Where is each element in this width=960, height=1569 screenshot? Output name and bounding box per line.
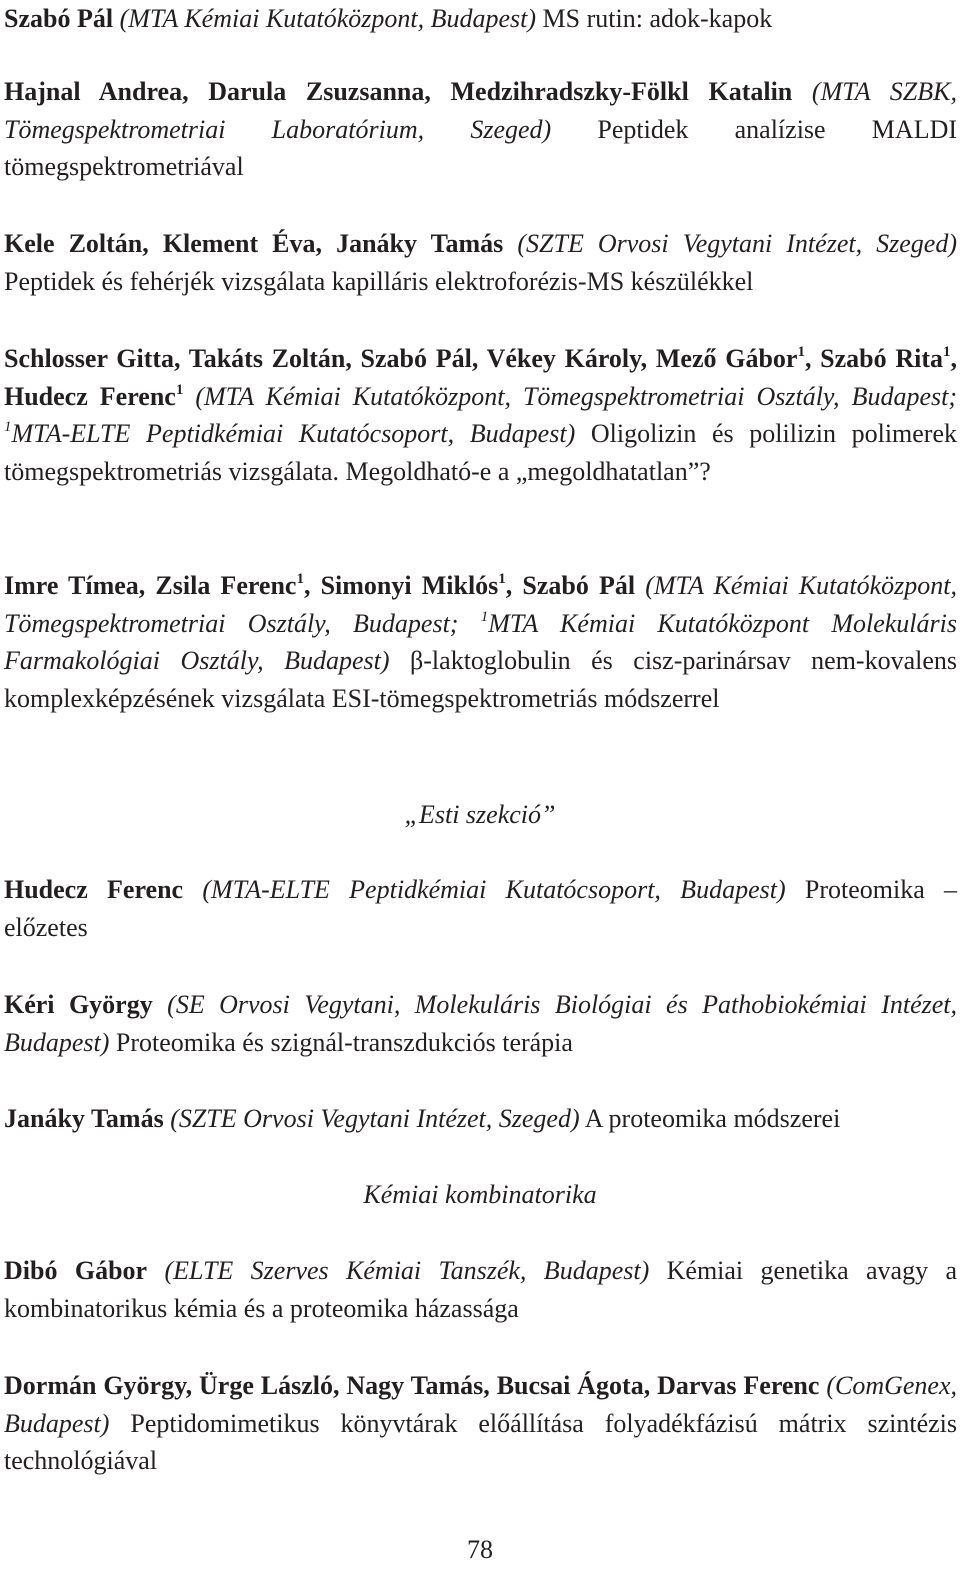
entry-affiliation: (MTA SZBK, Tömegspektrometriai Laboratórium, Szeged): [4, 77, 957, 144]
entry-title: β-laktoglobulin és cisz-parinársav nem-kovalens komplexképzésének vizsgálata ESI-tömegspektrometriás módszerrel: [4, 646, 958, 713]
entry-title: Peptidek és fehérjék vizsgálata kapilláris elektroforézis-MS készülékkel: [4, 266, 754, 296]
abstract-entry: [4, 1252, 957, 1327]
affiliation-marker: 1: [498, 571, 506, 587]
affiliation-marker: 1: [943, 344, 951, 360]
affiliation-marker: 1: [797, 344, 805, 360]
entry-authors: Janáky Tamás: [4, 1104, 164, 1133]
entry-affiliation: (ELTE Szerves Kémiai Tanszék, Budapest): [164, 1256, 650, 1285]
abstract-entry: [4, 1367, 957, 1480]
entry-title: Peptidek analízise MALDI tömegspektrometriával: [4, 114, 958, 181]
abstract-entry: [4, 340, 957, 490]
entry-authors: Hudecz Ferenc: [4, 875, 184, 904]
affiliation-marker: 1: [480, 608, 489, 625]
abstract-entry: [4, 871, 957, 946]
section-heading: Kémiai kombinatorika: [363, 1180, 597, 1209]
affiliation-marker: 1: [296, 571, 304, 587]
entry-authors: Hajnal Andrea, Darula Zsuzsanna, Medzihradszky-Fölkl Katalin: [4, 77, 793, 106]
abstract-entry: [4, 0, 957, 38]
abstract-entry: [4, 73, 957, 186]
entry-title: Proteomika és szignál-transzdukciós terápia: [115, 1027, 573, 1057]
entry-title: MS rutin: adok-kapok: [542, 4, 773, 33]
entry-authors: Dormán György, Ürge László, Nagy Tamás, Bucsai Ágota, Darvas Ferenc: [4, 1371, 820, 1400]
section-heading: „Esti szekció”: [404, 800, 556, 829]
affiliation-marker: 1: [4, 419, 12, 435]
entry-authors: Szabó Pál: [4, 4, 114, 33]
entry-affiliation: (MTA Kémiai Kutatóközpont, Budapest): [119, 4, 537, 33]
entry-authors: Dibó Gábor: [4, 1256, 148, 1285]
entry-affiliation: (SE Orvosi Vegytani, Molekuláris Biológiai és Pathobiokémiai Intézet, Budapest): [4, 990, 957, 1057]
page-number: 78: [467, 1535, 493, 1564]
affiliation-marker: 1: [175, 381, 184, 398]
entry-affiliation: (SZTE Orvosi Vegytani Intézet, Szeged): [170, 1104, 580, 1133]
entry-title: A proteomika módszerei: [584, 1104, 841, 1133]
abstract-entry: [4, 567, 957, 717]
entry-title: Proteomika – előzetes: [4, 875, 958, 942]
abstract-entry: [4, 225, 957, 300]
entry-affiliation: (ComGenex, Budapest): [4, 1371, 958, 1438]
entry-affiliation: (MTA Kémiai Kutatóközpont, Tömegspektrometriai Osztály, Budapest; $^1$MTA Kémiai Kutatóközpont Molekuláris Farmakológiai Osztály, Budapest): [4, 571, 957, 675]
entry-authors: Kele Zoltán, Klement Éva, Janáky Tamás: [4, 229, 504, 258]
entry-affiliation: (MTA-ELTE Peptidkémiai Kutatócsoport, Budapest): [202, 875, 786, 904]
entry-authors: Kéri György: [4, 990, 153, 1019]
abstract-entry: [4, 1100, 957, 1138]
entry-title: Oligolizin és polilizin polimerek tömegspektrometriás vizsgálata. Megoldható-e a „megoldhatatlan”?: [4, 419, 957, 486]
entry-affiliation: (SZTE Orvosi Vegytani Intézet, Szeged): [517, 229, 957, 258]
entry-authors: Imre Tímea, Zsila Ferenc$^1$, Simonyi Miklós$^1$, Szabó Pál: [4, 571, 636, 600]
entry-title: Peptidomimetikus könyvtárak előállítása folyadékfázisú mátrix szintézis technológiával: [4, 1408, 958, 1475]
entry-affiliation: (MTA Kémiai Kutatóközpont, Tömegspektrometriai Osztály, Budapest; $^1$MTA-ELTE Peptidkémiai Kutatócsoport, Budapest): [4, 381, 957, 448]
abstract-entry: [4, 986, 957, 1061]
entry-authors: Schlosser Gitta, Takáts Zoltán, Szabó Pál, Vékey Károly, Mező Gábor$^1$, Szabó Rita$^1$, Hudecz Ferenc$^1$: [4, 344, 957, 411]
entry-title: Kémiai genetika avagy a kombinatorikus kémia és a proteomika házassága: [4, 1256, 958, 1323]
